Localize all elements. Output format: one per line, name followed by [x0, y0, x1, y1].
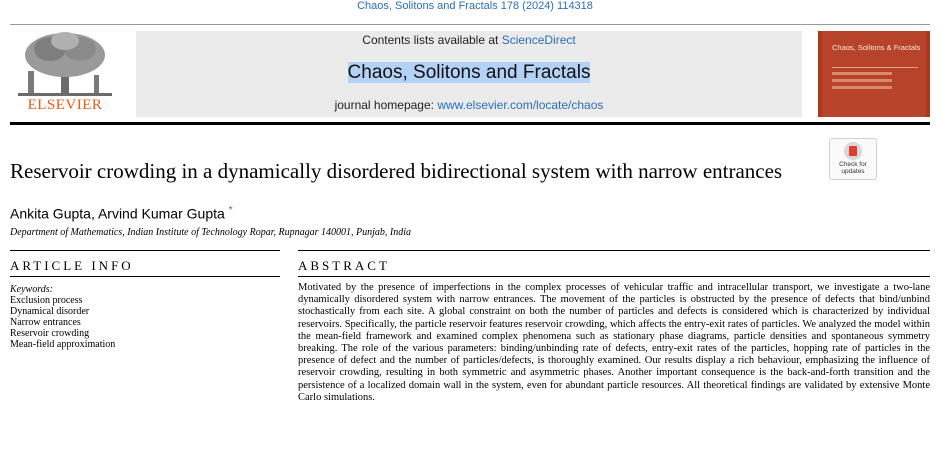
abstract-text: Motivated by the presence of imperfections in the complex processes of vehicular traffic and intracellular transport, we investigate a two-lane dynamically disordered system with narrow entrances. The movement of the particles is obstructed by the presence of defects that bind/unbind stochastically from each site. A global constraint on both the number of particles and defects is considered which is characterized by individual reservoirs. Specifically, the particle reservoir features reservoir crowding, which affects the entry-exit rates of particles. We analyzed the model within the mean-field framework and examined complex phenomena such as stationary phase diagrams, particle densities and spontaneous symmetry breaking. The role of the various parameters: binding/unbinding rate of defects, entry-exit rates of the particles, hopping rate of particles in the presence of defect and the number of particles/defects, is thoroughly examined. Our results display a rich behaviour, emphasizing the influence of reservoir crowding, resulting in both symmetric and asymmetric phases. Another important consequence is the back-and-forth transition and the persistence of a localized domain wall in the system, even for abundant particle resources. All theoretical findings are validated by extensive Monte Carlo simulations. — [298, 282, 930, 403]
paper-title: Reservoir crowding in a dynamically disordered bidirectional system with narrow entrances — [10, 159, 783, 183]
bookmark-icon — [844, 142, 862, 160]
sciencedirect-link[interactable]: ScienceDirect — [501, 33, 576, 47]
author-names[interactable]: Ankita Gupta, Arvind Kumar Gupta — [10, 205, 225, 222]
info-top-rule — [10, 250, 280, 251]
abstract-bottom-rule — [298, 276, 930, 277]
keyword-item: Dynamical disorder — [10, 306, 90, 317]
keywords-block — [10, 284, 280, 350]
cover-subtitle-lines — [832, 67, 918, 96]
journal-title-text: Chaos, Solitons and Fractals — [347, 62, 591, 83]
article-info-heading: ARTICLE INFO — [10, 258, 134, 273]
contents-line — [136, 33, 802, 47]
contents-prefix: Contents lists available at — [362, 33, 502, 47]
homepage-line — [136, 98, 802, 112]
affiliation: Department of Mathematics, Indian Institute of Technology Ropar, Rupnagar 140001, Punjab, India — [10, 227, 411, 238]
authors — [10, 205, 233, 222]
keyword-item: Narrow entrances — [10, 317, 81, 328]
keyword-item: Reservoir crowding — [10, 328, 90, 339]
check-for-updates-button[interactable] — [829, 138, 877, 180]
homepage-prefix: journal homepage: — [334, 98, 438, 112]
info-bottom-rule — [10, 276, 280, 277]
abstract-top-rule — [298, 250, 930, 251]
keyword-item: Exclusion process — [10, 295, 83, 306]
abstract-heading: ABSTRACT — [298, 258, 390, 273]
journal-reference[interactable]: Chaos, Solitons and Fractals 178 (2024) 114318 — [357, 0, 593, 12]
keywords-label: Keywords: — [10, 284, 53, 295]
journal-title — [136, 62, 802, 84]
badge-label: Check for updates — [839, 161, 867, 175]
keyword-item: Mean-field approximation — [10, 339, 116, 350]
elsevier-wordmark: ELSEVIER — [27, 97, 103, 113]
header-thick-rule — [10, 122, 930, 125]
homepage-link[interactable]: www.elsevier.com/locate/chaos — [437, 98, 604, 112]
header-divider — [10, 24, 930, 25]
journal-cover-image[interactable] — [818, 31, 930, 117]
cover-title: Chaos, Solitons & Fractals — [832, 43, 921, 52]
corresponding-author-marker[interactable]: * — [228, 205, 233, 216]
